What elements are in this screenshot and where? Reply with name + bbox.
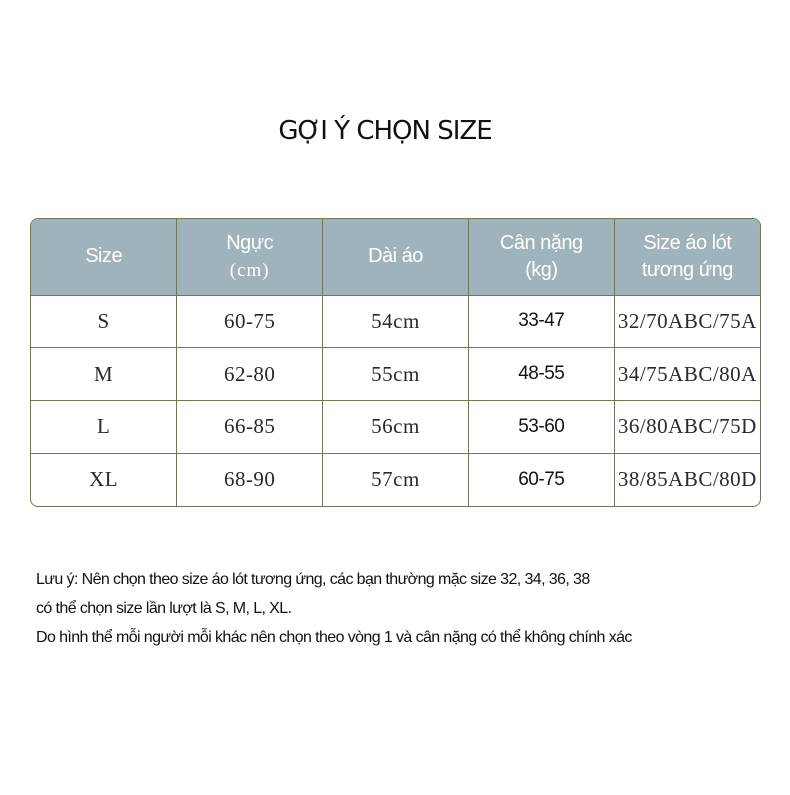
header-bra-size-label: Size áo lót xyxy=(643,231,732,254)
table-row xyxy=(31,295,760,348)
header-length xyxy=(323,219,469,295)
cell-chest: 62-80 xyxy=(177,348,323,401)
cell-chest: 68-90 xyxy=(177,453,323,506)
header-weight-label: Cân nặng xyxy=(499,231,583,254)
header-size-label: Size xyxy=(85,245,123,268)
header-weight xyxy=(468,219,614,295)
cell-size: S xyxy=(31,295,177,348)
page-title: GỢI Ý CHỌN SIZE xyxy=(278,116,492,146)
note-line: Do hình thể mỗi người mỗi khác nên chọn theo vòng 1 và cân nặng có thể không chính xác xyxy=(36,629,632,646)
header-weight-unit: (kg) xyxy=(525,258,558,281)
header-chest xyxy=(177,219,323,295)
cell-bra-size: 34/75ABC/80A xyxy=(614,348,760,401)
header-bra-size xyxy=(614,219,760,295)
header-size xyxy=(31,219,177,295)
cell-weight: 60-75 xyxy=(468,453,614,506)
header-chest-label: Ngực xyxy=(226,231,274,254)
cell-length: 54cm xyxy=(323,295,469,348)
size-table xyxy=(30,218,761,507)
cell-size: XL xyxy=(31,453,177,506)
table-row xyxy=(31,453,760,506)
cell-weight: 33-47 xyxy=(468,295,614,348)
cell-length: 56cm xyxy=(323,401,469,454)
header-length-label: Dài áo xyxy=(368,245,423,268)
note-line: có thể chọn size lần lượt là S, M, L, XL. xyxy=(36,600,292,617)
table-header-row xyxy=(31,219,760,295)
cell-bra-size: 36/80ABC/75D xyxy=(614,401,760,454)
table-row xyxy=(31,401,760,454)
header-chest-unit: (cm) xyxy=(229,259,270,281)
note-line: Lưu ý: Nên chọn theo size áo lót tương ứng, các bạn thường mặc size 32, 34, 36, 38 xyxy=(36,571,590,588)
cell-chest: 66-85 xyxy=(177,401,323,454)
cell-bra-size: 38/85ABC/80D xyxy=(614,453,760,506)
table-row xyxy=(31,348,760,401)
cell-size: M xyxy=(31,348,177,401)
cell-chest: 60-75 xyxy=(177,295,323,348)
notes xyxy=(36,565,776,652)
cell-length: 55cm xyxy=(323,348,469,401)
cell-weight: 48-55 xyxy=(468,348,614,401)
cell-bra-size: 32/70ABC/75A xyxy=(614,295,760,348)
cell-size: L xyxy=(31,401,177,454)
cell-length: 57cm xyxy=(323,453,469,506)
cell-weight: 53-60 xyxy=(468,401,614,454)
header-bra-size-sub: tương ứng xyxy=(641,258,733,281)
